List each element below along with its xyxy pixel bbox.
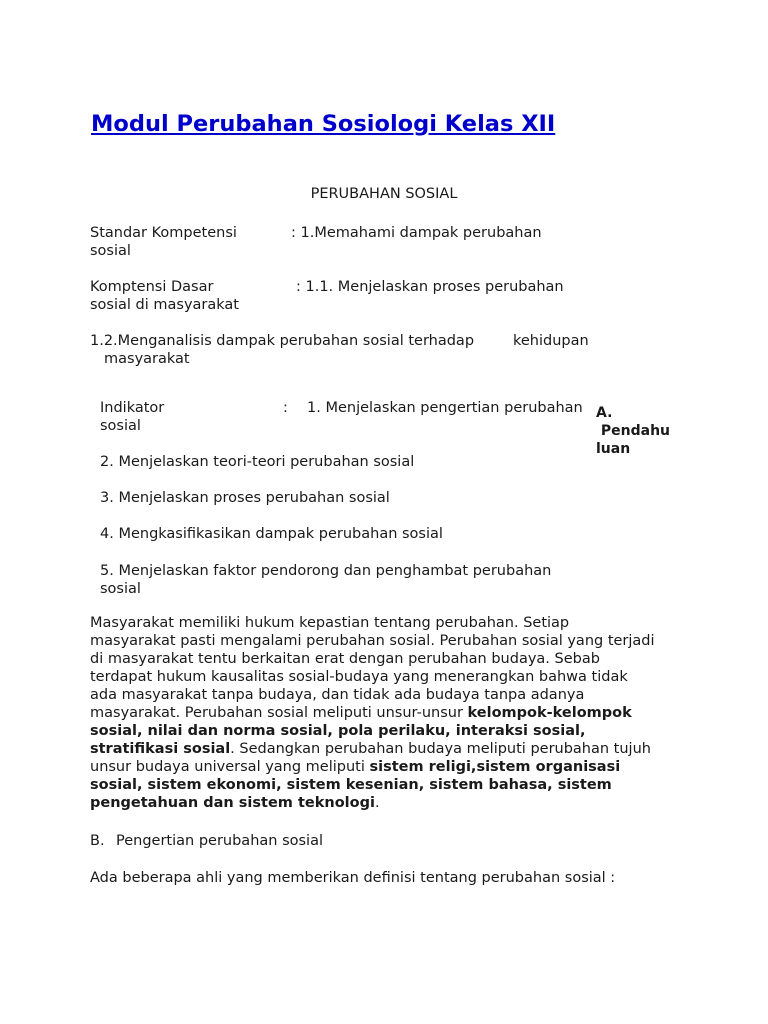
indikator-item-4: 4. Mengkasifikasikan dampak perubahan sosial <box>100 526 443 542</box>
para-line: Masyarakat memiliki hukum kepastian tentang perubahan. Setiap <box>90 615 570 631</box>
indikator-label: Indikator <box>100 400 165 416</box>
para-line <box>90 704 680 722</box>
standar-cont: sosial <box>90 243 131 259</box>
side-heading-pendahuluan <box>596 404 670 458</box>
section-b-number: B. <box>90 833 105 849</box>
section-heading: PERUBAHAN SOSIAL <box>310 186 458 202</box>
para-bold: sosial, nilai dan norma sosial, pola perilaku, interaksi sosial, <box>90 723 586 739</box>
side-heading-line-1: A. <box>596 405 613 421</box>
standar-label: Standar Kompetensi <box>90 225 237 241</box>
para-line <box>90 776 680 794</box>
para-bold: sistem religi,sistem organisasi <box>369 759 621 775</box>
side-heading-line-2: Pendahu <box>596 423 670 439</box>
para-bold: sosial, sistem ekonomi, sistem kesenian, sistem bahasa, sistem <box>90 777 612 793</box>
indikator-item-2: 2. Menjelaskan teori-teori perubahan sosial <box>100 454 415 470</box>
para-line: di masyarakat tentu berkaitan erat dengan perubahan budaya. Sebab <box>90 651 600 667</box>
kd2-line1: 1.2.Menganalisis dampak perubahan sosial terhadap <box>90 333 475 349</box>
kompetensi-value: : 1.1. Menjelaskan proses perubahan <box>296 279 564 295</box>
para-line <box>90 740 680 758</box>
para-line <box>90 758 680 776</box>
section-b-intro: Ada beberapa ahli yang memberikan definisi tentang perubahan sosial : <box>90 870 616 886</box>
intro-paragraph <box>90 614 680 812</box>
indikator-item-1-cont: sosial <box>100 418 141 434</box>
para-text: unsur budaya universal yang meliputi <box>90 759 370 775</box>
para-line <box>90 794 680 812</box>
kd2-line1-end: kehidupan <box>513 333 589 349</box>
para-line <box>90 722 680 740</box>
side-heading-line-3: luan <box>596 441 631 457</box>
para-line: masyarakat pasti mengalami perubahan sosial. Perubahan sosial yang terjadi <box>90 633 655 649</box>
indikator-colon: : <box>283 400 288 416</box>
para-line: ada masyarakat tanpa budaya, dan tidak ada budaya tanpa adanya <box>90 687 585 703</box>
indikator-item-5: 5. Menjelaskan faktor pendorong dan penghambat perubahan <box>100 563 552 579</box>
document-title-link[interactable]: Modul Perubahan Sosiologi Kelas XII <box>91 111 556 137</box>
standar-value: : 1.Memahami dampak perubahan <box>291 225 542 241</box>
para-text: . Sedangkan perubahan budaya meliputi perubahan tujuh <box>230 741 651 757</box>
para-bold: stratifikasi sosial <box>90 741 231 757</box>
kompetensi-label: Komptensi Dasar <box>90 279 214 295</box>
indikator-item-5-cont: sosial <box>100 581 141 597</box>
indikator-item-3: 3. Menjelaskan proses perubahan sosial <box>100 490 390 506</box>
kompetensi-cont: sosial di masyarakat <box>90 297 239 313</box>
para-text: masyarakat. Perubahan sosial meliputi unsur-unsur <box>90 705 468 721</box>
para-bold: kelompok-kelompok <box>467 705 632 721</box>
para-text: . <box>374 795 380 811</box>
section-b-heading <box>90 832 323 850</box>
section-b-title: Pengertian perubahan sosial <box>116 833 323 849</box>
indikator-item-1: 1. Menjelaskan pengertian perubahan <box>307 400 583 416</box>
para-bold: pengetahuan dan sistem teknologi <box>90 795 375 811</box>
kd2-line2: masyarakat <box>104 351 190 367</box>
para-line: terdapat hukum kausalitas sosial-budaya yang menerangkan bahwa tidak <box>90 669 628 685</box>
